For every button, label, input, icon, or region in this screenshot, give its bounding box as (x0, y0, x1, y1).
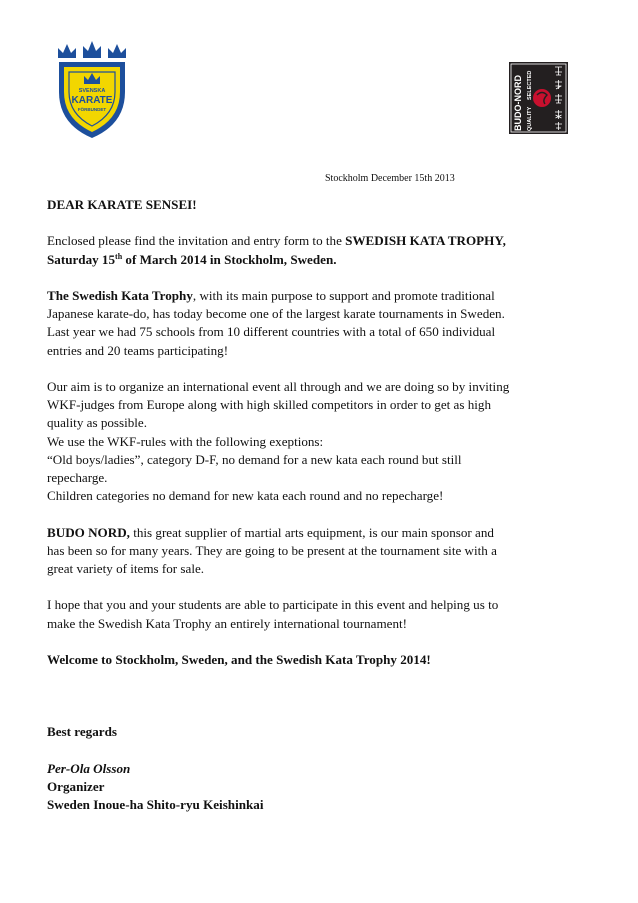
budo-nord-logo (509, 62, 568, 134)
paragraph-invitation: Enclosed please find the invitation and entry form to the SWEDISH KATA TROPHY, Saturday 15th of March 2014 in Stockholm, Sweden. (47, 233, 506, 267)
signature-block (47, 760, 592, 815)
svg-text:BUDO-NORD: BUDO-NORD (513, 75, 523, 131)
svg-text:QUALITY: QUALITY (527, 106, 533, 131)
letter-date: Stockholm December 15th 2013 (325, 173, 455, 184)
svg-text:SVENSKA: SVENSKA (78, 88, 106, 94)
welcome-line: Welcome to Stockholm, Sweden, and the Swedish Kata Trophy 2014! (47, 651, 431, 667)
closing: Best regards (47, 724, 117, 740)
paragraph-hope: I hope that you and your students are able to participate in this event and helping us to make the Swedish Kata Trophy an entirely international tournament! (47, 597, 499, 631)
letter-body (47, 196, 592, 814)
paragraph-aim-rules: Our aim is to organize an international event all through and we are doing so by inviting WKF-judges from Europe along with high skilled competitors in order to get as high quality as possible. We use the WKF-rules with the following exeptions: “Old boys/ladies”, category D-F, no demand for a new kata each round but still repecharge. Children categories no demand for new kata each round and no repecharge! (47, 378, 510, 504)
svg-text:FÖRBUNDET: FÖRBUNDET (77, 107, 107, 112)
signer-name: Per-Ola Olsson (47, 760, 131, 776)
paragraph-sponsor: BUDO NORD, this great supplier of martial arts equipment, is our main sponsor and has been so for many years. They are going to be present at the tournament site with a great variety of items for sale. (47, 524, 497, 576)
paragraph-about-trophy: The Swedish Kata Trophy, with its main purpose to support and promote traditional Japanese karate-do, has today become one of the largest karate tournaments in Sweden. Last year we had 75 schools from 10 different countries with a total of 650 individual entries and 20 teams participating! (47, 287, 505, 358)
signer-organization: Sweden Inoue-ha Shito-ryu Keishinkai (47, 796, 264, 812)
greeting: DEAR KARATE SENSEI! (47, 197, 197, 212)
svg-text:KARATE: KARATE (71, 95, 113, 106)
crown-icon (58, 41, 126, 58)
svenska-karate-logo (53, 40, 131, 140)
signer-title: Organizer (47, 778, 105, 794)
svg-text:SELECTED: SELECTED (527, 70, 533, 100)
